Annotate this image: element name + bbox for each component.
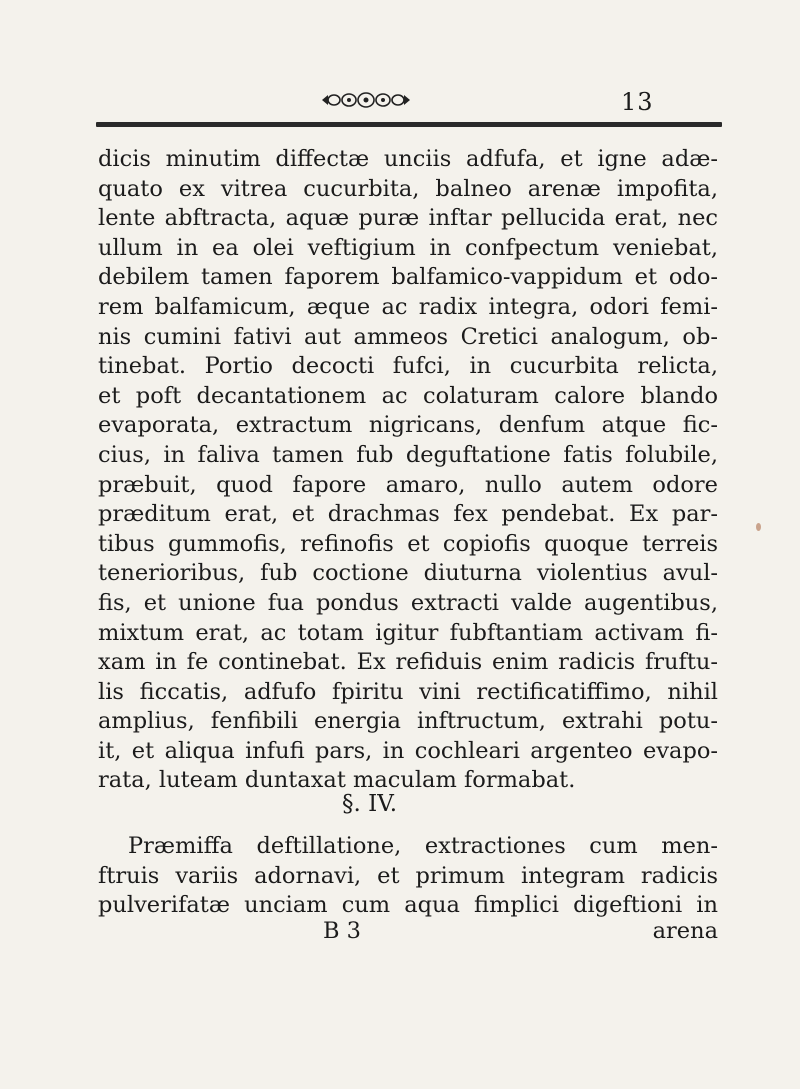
catchword: arena <box>652 918 718 944</box>
text-line: lis ficcatis, adfufo fpiritu vini rectificatiffimo, nihil <box>98 678 718 705</box>
text-line: quato ex vitrea cucurbita, balneo arenæ impofita, <box>98 175 718 202</box>
text-line: tinebat. Portio decocti fufci, in cucurbita relicta, <box>98 353 718 380</box>
text-line: ullum in ea olei veftigium in confpectum veniebat, <box>98 234 718 261</box>
paragraph-2 <box>98 832 718 921</box>
text-line: dicis minutim diffectæ unciis adfufa, et igne adæ- <box>98 146 718 172</box>
text-line: pulverifatæ unciam cum aqua fimplici digeftioni in <box>98 892 718 919</box>
text-line: it, et aliqua infufi pars, in cochleari argenteo evapo- <box>98 737 718 764</box>
header-rule <box>96 122 722 127</box>
page-footer <box>98 918 718 948</box>
page-header <box>96 88 726 138</box>
text-line: xam in fe continebat. Ex refiduis enim radicis fruftu- <box>98 649 718 676</box>
signature-mark: B 3 <box>323 918 362 944</box>
text-line: Præmiffa deftillatione, extractiones cum men- <box>128 833 718 859</box>
section-heading: §. IV. <box>342 791 398 817</box>
text-line: tenerioribus, fub coctione diuturna violentius avul- <box>98 560 718 587</box>
page-number: 13 <box>621 88 654 116</box>
text-line: rata, luteam duntaxat maculam formabat. <box>98 767 576 794</box>
text-line: fis, et unione fua pondus extracti valde augentibus, <box>98 589 718 616</box>
text-line: debilem tamen faporem balfamico-vappidum et odo- <box>98 264 718 291</box>
paper-speck <box>756 523 761 531</box>
text-line: ftruis variis adornavi, et primum integram radicis <box>98 862 718 889</box>
text-line: evaporata, extractum nigricans, denfum atque fic- <box>98 412 718 439</box>
text-line: lente abftracta, aquæ puræ inftar pellucida erat, nec <box>98 205 718 232</box>
text-line: et poft decantationem ac colaturam calore blando <box>98 382 718 409</box>
text-line: præditum erat, et drachmas fex pendebat. Ex par- <box>98 501 718 528</box>
text-line: nis cumini fativi aut ammeos Cretici analogum, ob- <box>98 323 718 350</box>
text-line: amplius, fenfibili energia inftructum, extrahi potu- <box>98 708 718 735</box>
printer-ornament-icon <box>286 88 446 112</box>
text-line: rem balfamicum, æque ac radix integra, odori femi- <box>98 293 718 320</box>
text-line: mixtum erat, ac totam igitur fubftantiam activam fi- <box>98 619 718 646</box>
text-line: præbuit, quod fapore amaro, nullo autem odore <box>98 471 718 498</box>
text-line: tibus gummofis, refinofis et copiofis quoque terreis <box>98 530 718 557</box>
paragraph-1 <box>98 145 718 796</box>
text-line: cius, in faliva tamen fub deguftatione fatis folubile, <box>98 441 718 468</box>
